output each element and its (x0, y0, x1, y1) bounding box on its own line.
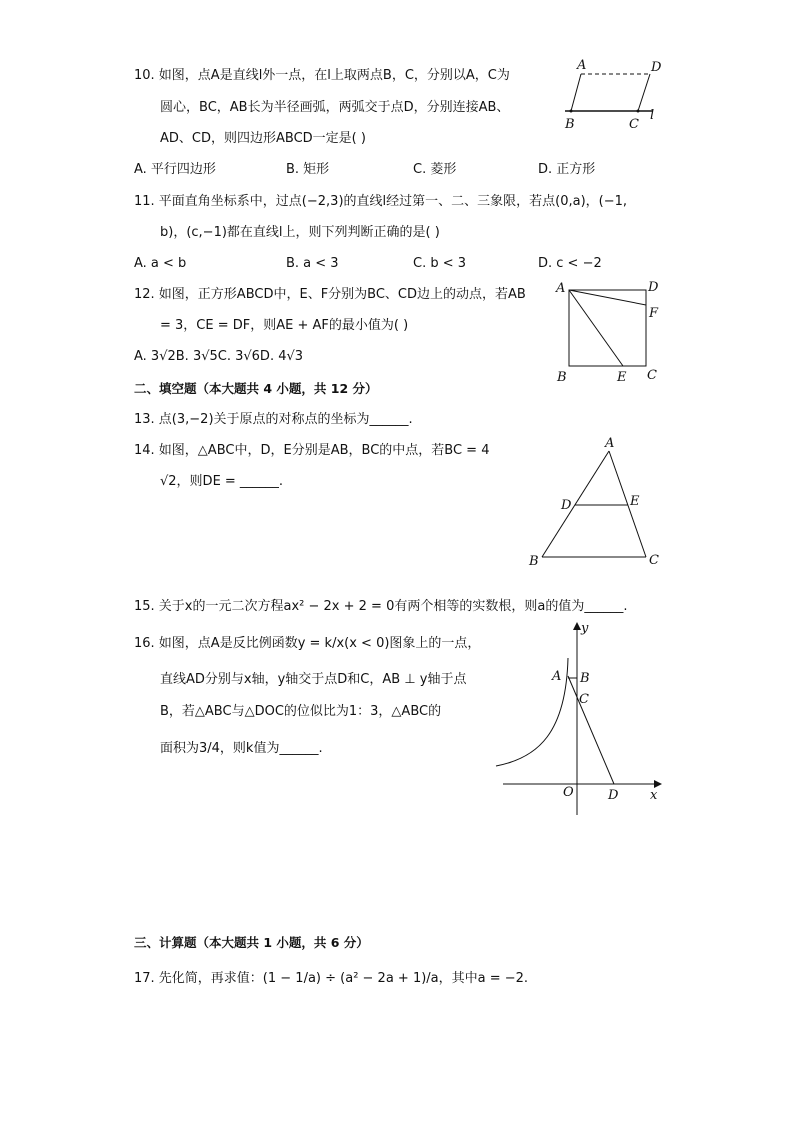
q16-line3: B，若△ABC与△DOC的位似比为1：3，△ABC的 (160, 704, 442, 719)
q17-text: 17. 先化简，再求值：(1 − 1/a) ÷ (a² − 2a + 1)/a，其中a = −2. (134, 971, 529, 986)
q10-line3: AD、CD，则四边形ABCD一定是( ) (160, 131, 366, 146)
label-b: B (580, 671, 590, 686)
q10-option-d: D. 正方形 (538, 162, 596, 177)
label-b: B (529, 554, 539, 569)
label-y: y (581, 621, 589, 636)
label-d: D (561, 498, 572, 513)
q12-figure (550, 275, 665, 387)
label-c: C (579, 692, 589, 707)
line-ad (568, 676, 614, 784)
q10-option-a: A. 平行四边形 (134, 162, 216, 177)
q11-option-a: A. a < b (134, 256, 187, 271)
segment-af (569, 290, 646, 305)
q10-option-b: B. 矩形 (286, 162, 330, 177)
x-axis-arrow (654, 780, 662, 788)
q16-line1: 16. 如图，点A是反比例函数y = k/x(x < 0)图象上的一点， (134, 636, 481, 651)
y-axis-arrow (573, 622, 581, 630)
q16-figure (488, 618, 668, 823)
q11-option-c: C. b < 3 (413, 256, 467, 271)
label-c: C (629, 117, 639, 132)
label-l: l (650, 108, 655, 123)
label-c: C (647, 368, 657, 383)
label-x: x (650, 788, 658, 803)
segment-ab (542, 451, 609, 557)
label-a: A (556, 281, 566, 296)
square-abcd (569, 290, 646, 366)
q14-line2: √2，则DE = ______. (160, 474, 284, 489)
label-b: B (565, 117, 575, 132)
q11-line1: 11. 平面直角坐标系中，过点(−2,3)的直线l经过第一、二、三象限，若点(0,a)，(−1, (134, 194, 628, 209)
q14-line1: 14. 如图，△ABC中，D，E分别是AB，BC的中点，若BC = 4 (134, 443, 490, 458)
q16-line2: 直线AD分别与x轴，y轴交于点D和C，AB ⊥ y轴于点 (160, 672, 467, 687)
label-f: F (649, 306, 659, 321)
label-a: A (577, 58, 587, 73)
section-2-heading: 二、填空题（本大题共 4 小题，共 12 分） (134, 381, 378, 396)
q12-options: A. 3√2B. 3√5C. 3√6D. 4√3 (134, 349, 304, 364)
q14-figure (522, 430, 662, 575)
q10-option-c: C. 菱形 (413, 162, 457, 177)
segment-ab (571, 74, 581, 111)
q15-text: 15. 关于x的一元二次方程ax² − 2x + 2 = 0有两个相等的实数根，则a的值为______. (134, 599, 628, 614)
label-e: E (617, 370, 627, 385)
segment-ae (569, 290, 623, 366)
q10-line2: 圆心，BC，AB长为半径画弧，两弧交于点D，分别连接AB、 (160, 100, 510, 115)
label-o: O (563, 785, 574, 800)
label-d: D (608, 788, 619, 803)
q12-line2: = 3，CE = DF，则AE + AF的最小值为( ) (160, 318, 409, 333)
section-3-heading: 三、计算题（本大题共 1 小题，共 6 分） (134, 935, 369, 950)
q11-option-b: B. a < 3 (286, 256, 339, 271)
label-a: A (605, 436, 615, 451)
segment-ac (609, 451, 646, 557)
q10-line1: 10. 如图，点A是直线l外一点，在l上取两点B，C，分别以A，C为 (134, 68, 510, 83)
q11-option-d: D. c < −2 (538, 256, 602, 271)
q10-figure (555, 55, 665, 135)
label-d: D (648, 280, 659, 295)
q11-line2: b)，(c,−1)都在直线l上，则下列判断正确的是( ) (160, 225, 440, 240)
q12-line1: 12. 如图，正方形ABCD中，E、F分别为BC、CD边上的动点，若AB (134, 287, 526, 302)
label-a: A (552, 669, 562, 684)
label-c: C (649, 553, 659, 568)
segment-cd (638, 74, 650, 111)
q16-line4: 面积为3/4，则k值为______. (160, 741, 323, 756)
q13-text: 13. 点(3,−2)关于原点的对称点的坐标为______. (134, 412, 413, 427)
label-d: D (651, 60, 662, 75)
label-e: E (630, 494, 640, 509)
label-b: B (557, 370, 567, 385)
